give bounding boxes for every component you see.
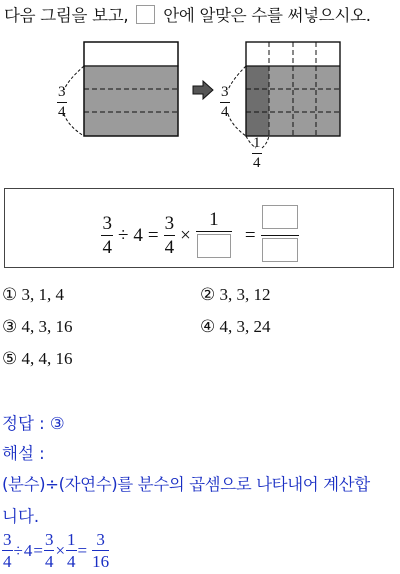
blank-box-icon: [136, 5, 155, 24]
left-rectangle: [84, 42, 178, 136]
left-brace-icon: [64, 66, 84, 136]
question-text-after: 안에 알맞은 수를 써넣으시오.: [163, 6, 371, 25]
right-fraction-label: $\frac{3}{4}$: [221, 84, 229, 121]
answer-blank-1[interactable]: [197, 234, 231, 258]
explanation-label: 해설 :: [2, 444, 45, 463]
fraction-c: 1: [196, 210, 232, 262]
choice-1[interactable]: ① 3, 1, 4: [2, 285, 64, 304]
fraction-a: $\frac{3}{4}$: [102, 213, 112, 259]
choice-2[interactable]: ② 3, 3, 12: [200, 285, 271, 304]
choice-4[interactable]: ④ 4, 3, 24: [200, 317, 271, 336]
answer-blank-3[interactable]: [262, 238, 298, 262]
choice-3[interactable]: ③ 4, 3, 16: [2, 317, 73, 336]
fraction-b: $\frac{3}{4}$: [164, 213, 175, 259]
equation-box: [4, 188, 394, 268]
explanation-line-2: 니다.: [2, 507, 40, 526]
arrow-icon: [193, 81, 213, 99]
equation: $\frac{3}{4}$ ÷ 4 = $\frac{3}{4}$ × 1 =: [5, 205, 395, 266]
fraction-result: [261, 205, 299, 266]
left-fraction-label: $\frac{3}{4}$: [58, 84, 66, 121]
question-text-before: 다음 그림을 보고,: [4, 6, 129, 25]
answer-blank-2[interactable]: [262, 205, 298, 229]
answer-label: 정답 : ③: [2, 414, 65, 433]
bottom-fraction-label: $\frac{1}{4}$: [253, 135, 261, 172]
choice-5[interactable]: ⑤ 4, 4, 16: [2, 349, 73, 368]
question-text: [4, 2, 371, 26]
right-rectangle: [246, 42, 340, 136]
right-brace-icon: [228, 66, 246, 136]
explanation-line-1: (분수)÷(자연수)를 분수의 곱셈으로 나타내어 계산합: [2, 475, 370, 494]
explanation-calculation: $\frac{3}{4}$ ÷ 4 = $\frac{3}{4}$ × $\frac{1}{4}$ = $\frac{3}{16}$: [3, 530, 110, 572]
